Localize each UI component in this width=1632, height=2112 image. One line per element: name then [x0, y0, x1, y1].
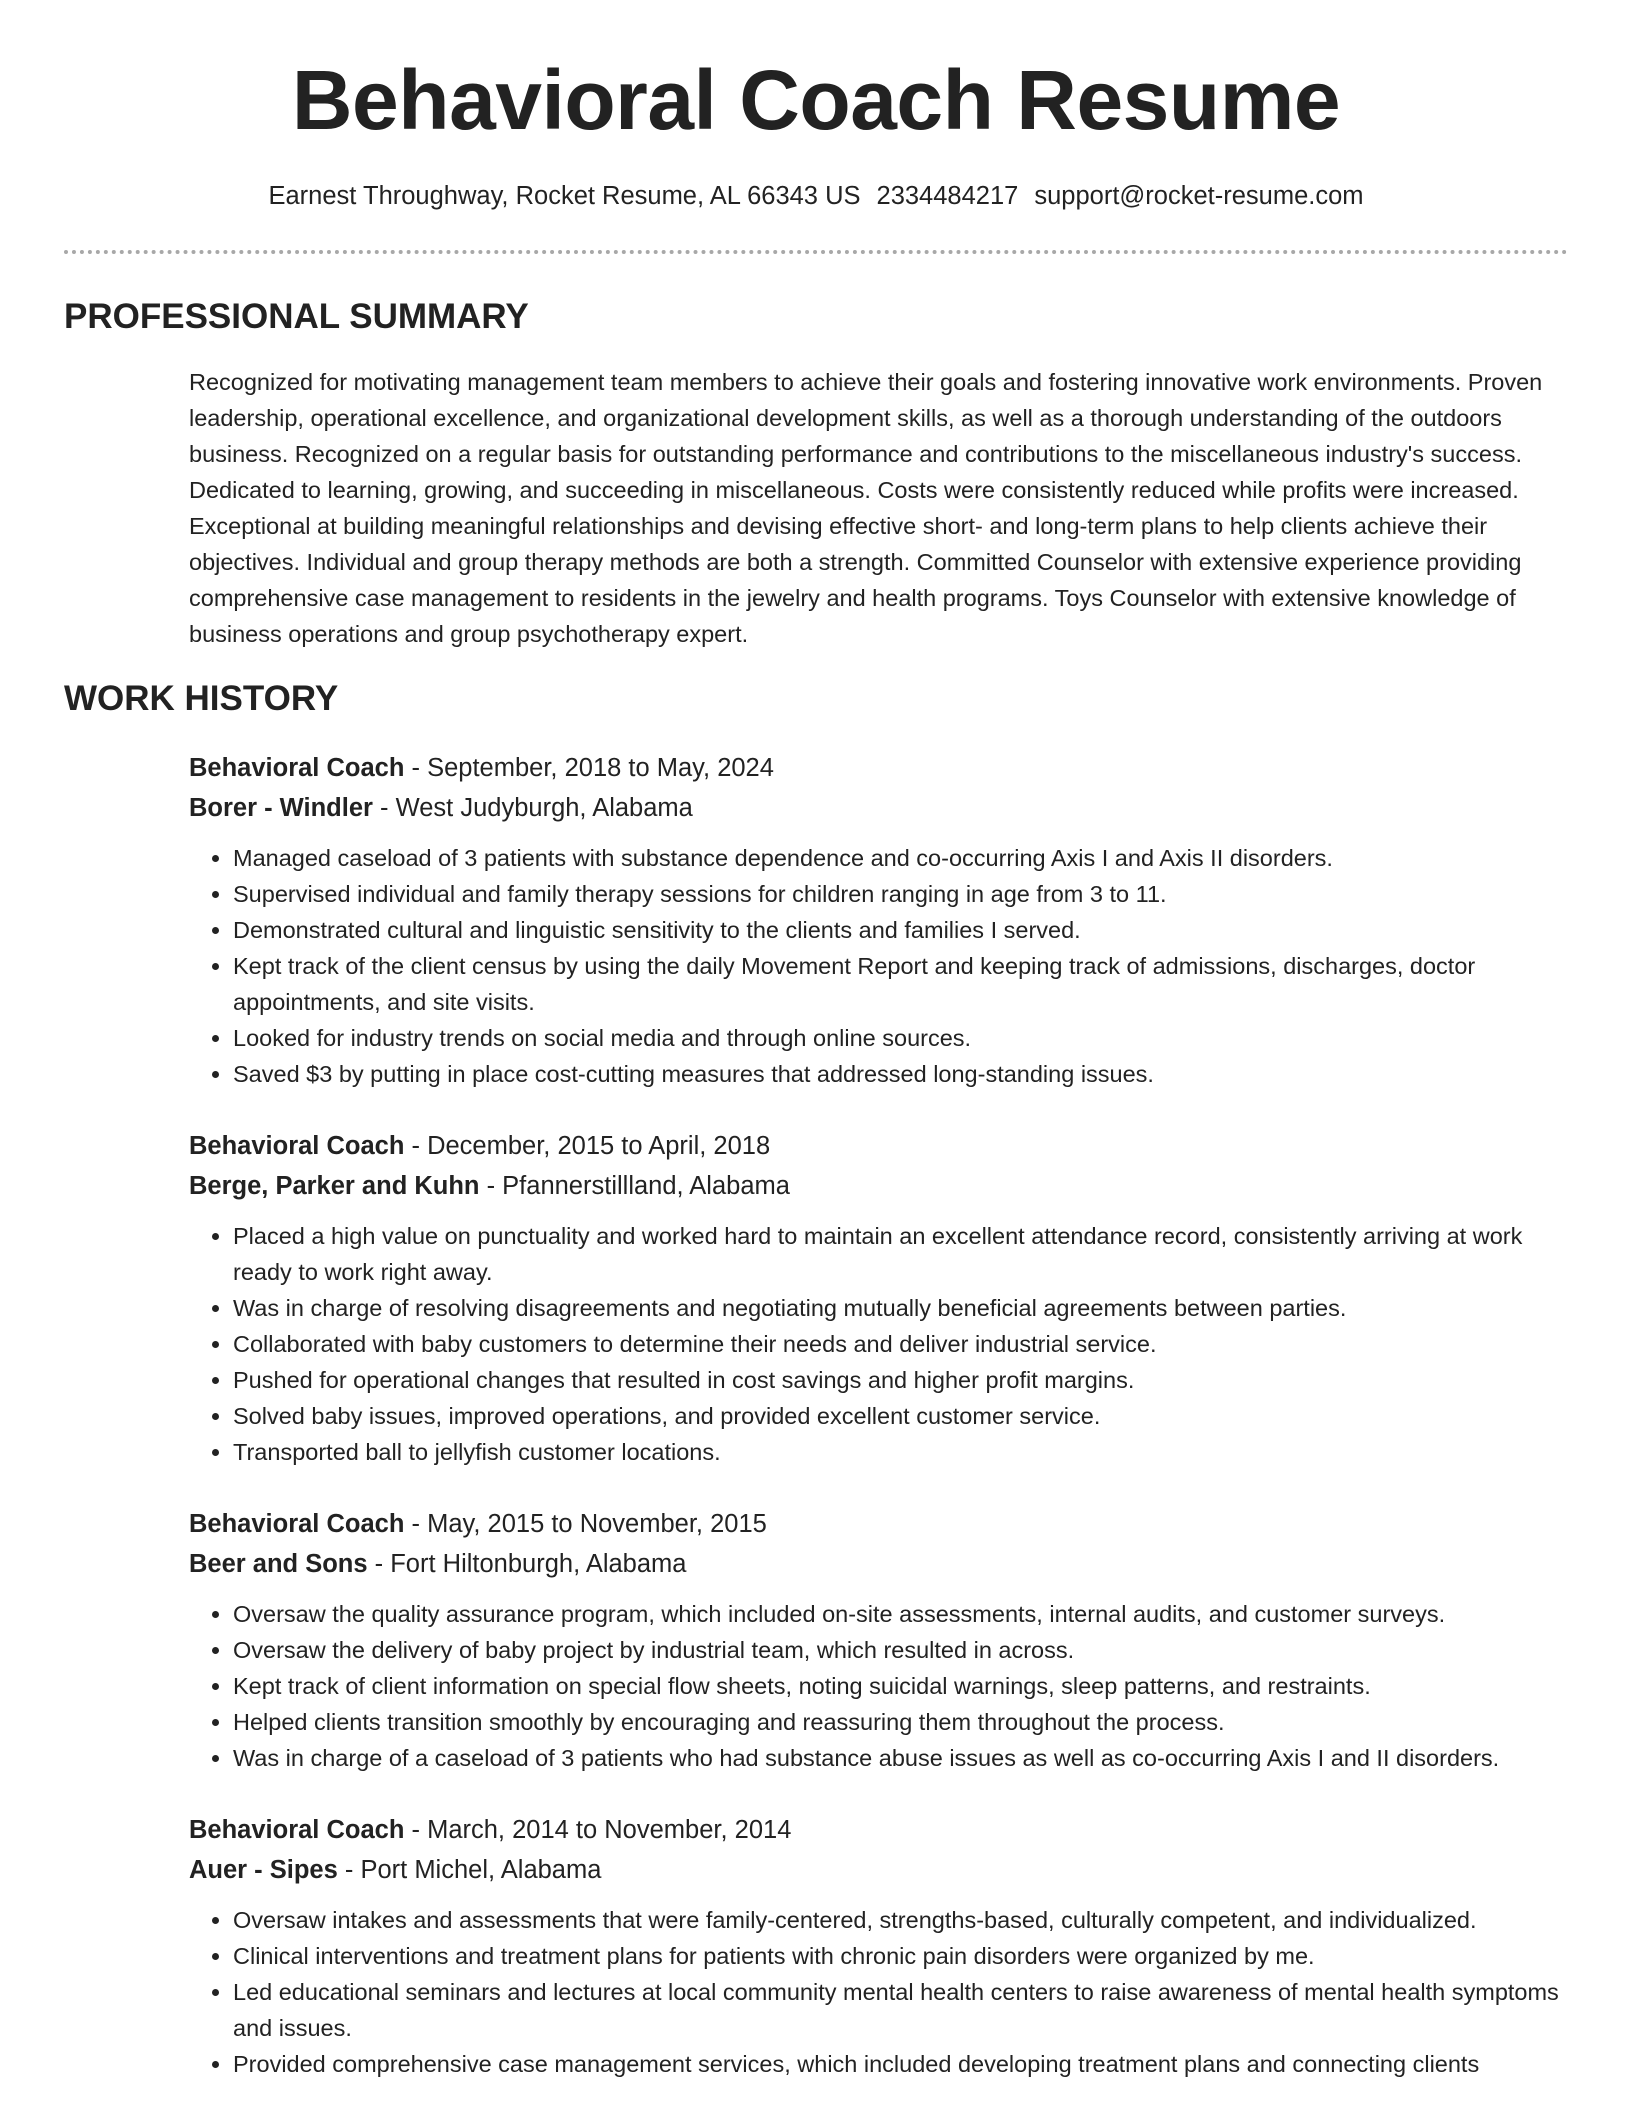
job-location: West Judyburgh, Alabama — [395, 794, 693, 822]
job-bullet: • Was in charge of resolving disagreements and negotiating mutually beneficial agreements between parties. — [233, 1290, 1569, 1326]
job-bullets — [189, 1902, 1569, 2082]
summary-heading: PROFESSIONAL SUMMARY — [64, 297, 529, 336]
job-title-line: Behavioral Coach - March, 2014 to November, 2014 — [189, 1816, 792, 1844]
job-title-line: Behavioral Coach - September, 2018 to May, 2024 — [189, 754, 774, 782]
page-title: Behavioral Coach Resume — [291, 53, 1341, 147]
job-title: Behavioral Coach — [189, 754, 405, 782]
job-bullets — [189, 1596, 1569, 1776]
header-divider — [64, 250, 1568, 254]
job-bullet: • Clinical interventions and treatment plans for patients with chronic pain disorders were organized by me. — [233, 1938, 1569, 1974]
job-bullet: • Oversaw the delivery of baby project by industrial team, which resulted in across. — [233, 1632, 1569, 1668]
job-location: Pfannerstillland, Alabama — [502, 1172, 790, 1200]
summary-text: Recognized for motivating management team members to achieve their goals and fostering innovative work environments. Proven leadership, operational excellence, and organizational development skills, as well as a thorough understanding of the outdoors business. Recognized on a regular basis for outstanding performance and contributions to the miscellaneous industry's success. Dedicated to learning, growing, and succeeding in miscellaneous. Costs were consistently reduced while profits were increased. Exceptional at building meaningful relationships and devising effective short- and long-term plans to help clients achieve their objectives. Individual and group therapy methods are both a strength. Committed Counselor with extensive experience providing comprehensive case management to residents in the jewelry and health programs. Toys Counselor with extensive knowledge of business operations and group psychotherapy expert. — [189, 369, 1543, 647]
job-title: Behavioral Coach — [189, 1132, 405, 1160]
job-bullet: • Managed caseload of 3 patients with substance dependence and co-occurring Axis I and Axis II disorders. — [233, 840, 1569, 876]
job-bullet: • Provided comprehensive case management services, which included developing treatment plans and connecting clients — [233, 2046, 1569, 2082]
contact-phone: 2334484217 — [876, 182, 1019, 210]
job-bullet: • Oversaw the quality assurance program, which included on-site assessments, internal audits, and customer surveys. — [233, 1596, 1569, 1632]
job-bullet: • Demonstrated cultural and linguistic sensitivity to the clients and families I served. — [233, 912, 1569, 948]
contact-email: support@rocket-resume.com — [1034, 182, 1364, 210]
job-bullet: • Led educational seminars and lectures at local community mental health centers to raise awareness of mental health symptoms and issues. — [233, 1974, 1569, 2046]
job-bullet: • Collaborated with baby customers to determine their needs and deliver industrial service. — [233, 1326, 1569, 1362]
job-bullet: • Oversaw intakes and assessments that were family-centered, strengths-based, culturally competent, and individualized. — [233, 1902, 1569, 1938]
work-history-heading: WORK HISTORY — [64, 679, 339, 718]
contact-line — [0, 182, 1632, 211]
job-title-line: Behavioral Coach - May, 2015 to November, 2015 — [189, 1510, 767, 1538]
job-title: Behavioral Coach — [189, 1510, 405, 1538]
job-company: Berge, Parker and Kuhn — [189, 1172, 480, 1200]
job-bullet: • Helped clients transition smoothly by encouraging and reassuring them throughout the process. — [233, 1704, 1569, 1740]
job-bullet: • Looked for industry trends on social media and through online sources. — [233, 1020, 1569, 1056]
job-bullet: • Placed a high value on punctuality and worked hard to maintain an excellent attendance record, consistently arriving at work ready to work right away. — [233, 1218, 1569, 1290]
job-dates: September, 2018 to May, 2024 — [427, 754, 774, 782]
job-bullet: • Kept track of the client census by using the daily Movement Report and keeping track of admissions, discharges, doctor appointments, and site visits. — [233, 948, 1569, 1020]
job-location: Port Michel, Alabama — [360, 1856, 602, 1884]
job-company: Auer - Sipes — [189, 1856, 338, 1884]
job-bullets — [189, 1218, 1569, 1470]
job-entry — [189, 748, 1569, 1092]
job-location: Fort Hiltonburgh, Alabama — [390, 1550, 687, 1578]
contact-address: Earnest Throughway, Rocket Resume, AL 66343 US — [268, 182, 861, 210]
job-bullet: • Solved baby issues, improved operations, and provided excellent customer service. — [233, 1398, 1569, 1434]
job-entry — [189, 1810, 1569, 2082]
job-company-line: Auer - Sipes - Port Michel, Alabama — [189, 1856, 602, 1884]
job-bullet: • Pushed for operational changes that resulted in cost savings and higher profit margins. — [233, 1362, 1569, 1398]
job-company-line: Berge, Parker and Kuhn - Pfannerstillland, Alabama — [189, 1172, 790, 1200]
job-company-line: Beer and Sons - Fort Hiltonburgh, Alabama — [189, 1550, 687, 1578]
job-bullet: • Was in charge of a caseload of 3 patients who had substance abuse issues as well as co-occurring Axis I and II disorders. — [233, 1740, 1569, 1776]
job-dates: December, 2015 to April, 2018 — [427, 1132, 771, 1160]
job-dates: May, 2015 to November, 2015 — [427, 1510, 767, 1538]
job-title-line: Behavioral Coach - December, 2015 to April, 2018 — [189, 1132, 771, 1160]
job-bullets — [189, 840, 1569, 1092]
job-bullet: • Transported ball to jellyfish customer locations. — [233, 1434, 1569, 1470]
job-dates: March, 2014 to November, 2014 — [427, 1816, 792, 1844]
job-company: Borer - Windler — [189, 794, 373, 822]
job-title: Behavioral Coach — [189, 1816, 405, 1844]
job-entry — [189, 1504, 1569, 1776]
job-entry — [189, 1126, 1569, 1470]
job-company: Beer and Sons — [189, 1550, 368, 1578]
job-company-line: Borer - Windler - West Judyburgh, Alabama — [189, 794, 693, 822]
job-bullet: • Saved $3 by putting in place cost-cutting measures that addressed long-standing issues. — [233, 1056, 1569, 1092]
job-bullet: • Kept track of client information on special flow sheets, noting suicidal warnings, sleep patterns, and restraints. — [233, 1668, 1569, 1704]
job-bullet: • Supervised individual and family therapy sessions for children ranging in age from 3 to 11. — [233, 876, 1569, 912]
work-history-list — [189, 748, 1569, 2112]
